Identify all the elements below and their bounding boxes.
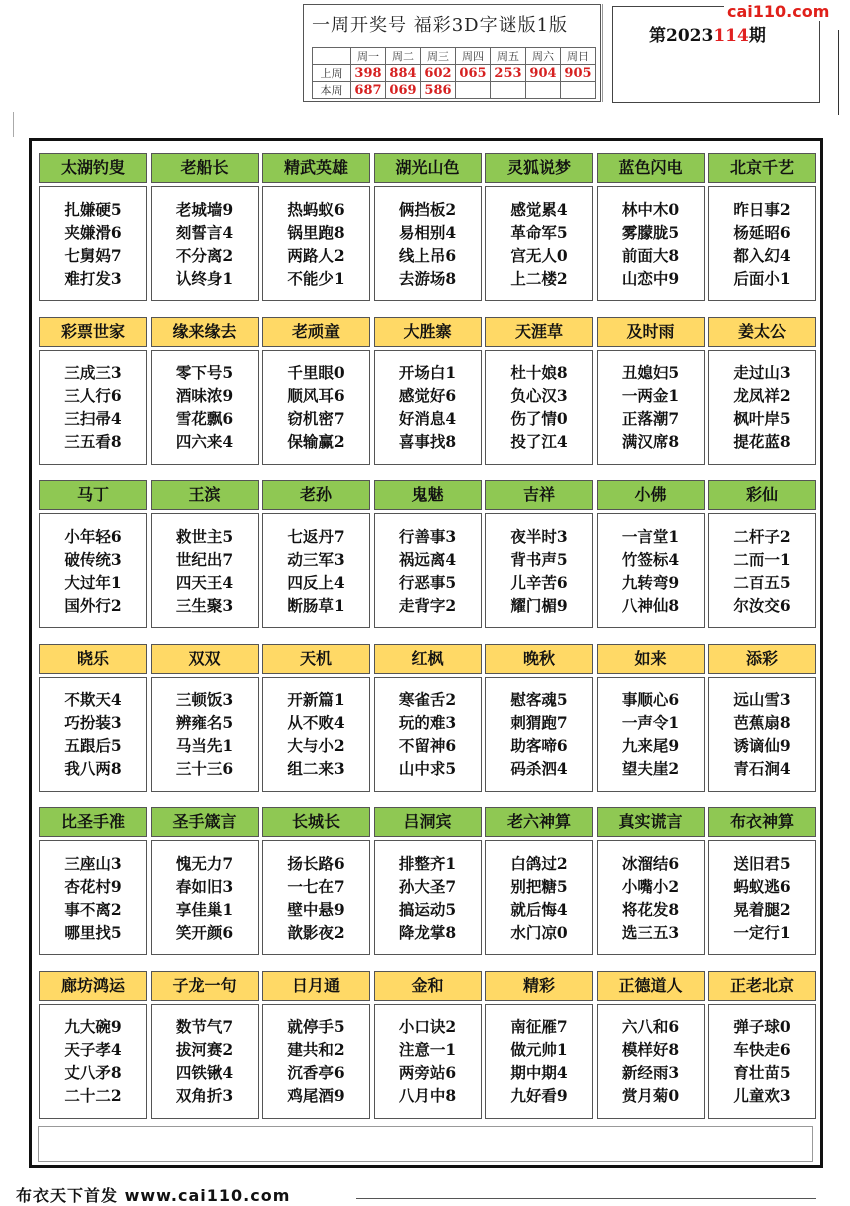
riddle-line: 一七在7 (287, 876, 345, 896)
panel-author-name: 缘来缘去 (151, 317, 259, 347)
panel-riddle-list (374, 513, 482, 628)
riddle-line: 二杆子2 (733, 526, 791, 546)
panel-author-name: 红枫 (374, 644, 482, 674)
day-header: 周五 (491, 48, 526, 65)
panel-author-name: 小佛 (597, 480, 705, 510)
riddle-line: 夜半时3 (510, 526, 568, 546)
panel-riddle-list (597, 677, 705, 792)
panel-riddle-list (39, 840, 147, 955)
riddle-line: 车快走6 (733, 1040, 791, 1059)
panel-author-name: 双双 (151, 644, 259, 674)
panel-author-name: 布衣神算 (708, 807, 816, 837)
panel-author-name: 吉祥 (485, 480, 593, 510)
riddle-line: 不留神6 (398, 736, 457, 755)
riddle-line: 救世主5 (175, 526, 234, 546)
panel-author-name: 老孙 (262, 480, 370, 510)
riddle-line: 断肠草1 (287, 595, 345, 615)
day-header: 周一 (351, 48, 386, 65)
panel-riddle-list (374, 350, 482, 465)
issue-number: 第2023114期 (649, 26, 766, 46)
riddle-line: 满汉席8 (621, 432, 680, 451)
riddle-line: 九来尾9 (621, 736, 680, 755)
riddle-line: 不分离2 (175, 245, 234, 265)
riddle-line: 七舅妈7 (64, 245, 122, 265)
panel-riddle-list (597, 1004, 705, 1119)
panel-author-name: 正德道人 (597, 971, 705, 1001)
riddle-line: 事不离2 (64, 899, 122, 919)
panel-author-name: 老顽童 (262, 317, 370, 347)
panel-author-name: 吕洞宾 (374, 807, 482, 837)
panel-author-name: 金和 (374, 971, 482, 1001)
riddle-line: 刺猬跑7 (510, 713, 568, 732)
panel-riddle-list (39, 513, 147, 628)
riddle-line: 四天王4 (175, 572, 234, 592)
panel-author-name: 添彩 (708, 644, 816, 674)
publisher-footer: 布衣天下首发 www.cai110.com (16, 1186, 291, 1205)
riddle-line: 大与小2 (287, 736, 345, 755)
riddle-line: 哪里找5 (64, 922, 122, 942)
blank-footer-strip (38, 1126, 813, 1162)
draw-results-table (312, 47, 596, 99)
riddle-line: 热蚂蚁6 (287, 199, 345, 219)
riddle-line: 巧扮装3 (64, 713, 122, 732)
riddle-line: 走背字2 (398, 595, 457, 615)
riddle-line: 辨雍名5 (175, 713, 234, 732)
panel-riddle-list (151, 677, 259, 792)
panel-author-name: 比圣手准 (39, 807, 147, 837)
riddle-line: 一声令1 (621, 713, 680, 732)
riddle-line: 走过山3 (733, 363, 791, 382)
riddle-line: 枫叶岸5 (733, 409, 791, 428)
panel-riddle-list (262, 186, 370, 301)
riddle-line: 诱谪仙9 (733, 736, 791, 755)
riddle-line: 提花蓝8 (733, 432, 791, 451)
riddle-line: 窃机密7 (287, 409, 345, 428)
riddle-line: 八月中8 (398, 1086, 457, 1105)
riddle-line: 难打发3 (64, 268, 122, 288)
day-header: 周二 (386, 48, 421, 65)
panel-author-name: 灵狐说梦 (485, 153, 593, 183)
riddle-line: 革命军5 (510, 222, 568, 242)
panel-riddle-list (374, 840, 482, 955)
riddle-line: 老城墙9 (175, 199, 234, 219)
panel-author-name: 天涯草 (485, 317, 593, 347)
day-header: 周六 (526, 48, 561, 65)
riddle-line: 刻誓言4 (175, 222, 234, 242)
riddle-line: 雾朦胧5 (621, 222, 680, 242)
riddle-line: 一言堂1 (621, 526, 680, 546)
row-label: 上周 (313, 65, 351, 82)
panel-riddle-list (485, 186, 593, 301)
riddle-line: 望夫崖2 (621, 759, 680, 778)
riddle-line: 六八和6 (621, 1017, 680, 1036)
riddle-line: 扬长路6 (287, 853, 345, 873)
panel-author-name: 蓝色闪电 (597, 153, 705, 183)
riddle-line: 模样好8 (621, 1040, 680, 1059)
draw-number: 586 (421, 82, 456, 99)
riddle-line: 水门凉0 (510, 922, 568, 942)
panel-riddle-list (151, 840, 259, 955)
this-week-row (313, 82, 596, 99)
panel-author-name: 鬼魅 (374, 480, 482, 510)
riddle-line: 建共和2 (287, 1040, 345, 1059)
riddle-line: 前面大8 (621, 245, 680, 265)
riddle-line: 丈八矛8 (64, 1063, 122, 1082)
riddle-line: 就后悔4 (510, 899, 568, 919)
draw-number: 069 (386, 82, 421, 99)
draw-number (456, 82, 491, 99)
riddle-line: 正落潮7 (621, 409, 680, 428)
riddle-line: 双角折3 (175, 1086, 234, 1105)
riddle-line: 慰客魂5 (510, 690, 568, 709)
riddle-line: 排整齐1 (398, 853, 457, 873)
riddle-line: 竹签标4 (621, 549, 680, 569)
riddle-line: 愧无力7 (175, 853, 234, 873)
riddle-line: 白鸽过2 (510, 853, 568, 873)
riddle-line: 寒雀舌2 (398, 690, 457, 709)
riddle-line: 五跟后5 (64, 736, 122, 755)
panel-author-name: 晓乐 (39, 644, 147, 674)
riddle-line: 晃着腿2 (733, 899, 791, 919)
panel-riddle-list (39, 677, 147, 792)
panel-riddle-list (262, 513, 370, 628)
riddle-line: 九好看9 (510, 1086, 568, 1105)
panel-author-name: 彩票世家 (39, 317, 147, 347)
riddle-line: 投了江4 (510, 432, 568, 451)
panel-riddle-list (485, 840, 593, 955)
riddle-line: 上二楼2 (510, 268, 568, 288)
riddle-line: 天子孝4 (64, 1040, 122, 1059)
riddle-line: 喜事找8 (398, 432, 457, 451)
weekly-results-box (303, 4, 601, 102)
riddle-line: 数节气7 (175, 1017, 234, 1036)
panel-riddle-list (708, 513, 816, 628)
panel-author-name: 廊坊鸿运 (39, 971, 147, 1001)
panel-riddle-list (262, 1004, 370, 1119)
riddle-line: 冰溜结6 (621, 853, 680, 873)
panel-author-name: 如来 (597, 644, 705, 674)
footer-rule (356, 1198, 816, 1199)
panel-riddle-list (597, 513, 705, 628)
panel-author-name: 晚秋 (485, 644, 593, 674)
riddle-line: 千里眼0 (287, 363, 345, 382)
riddle-line: 一定行1 (733, 922, 791, 942)
riddle-line: 后面小1 (733, 268, 791, 288)
row-label: 本周 (313, 82, 351, 99)
riddle-line: 行恶事5 (398, 572, 457, 592)
riddle-line: 小年轻6 (64, 526, 122, 546)
riddle-line: 大过年1 (64, 572, 122, 592)
panel-riddle-list (597, 186, 705, 301)
riddle-line: 俩挡板2 (398, 199, 457, 219)
riddle-line: 四反上4 (287, 572, 345, 592)
riddle-line: 享佳巢1 (175, 899, 234, 919)
draw-number: 687 (351, 82, 386, 99)
panel-author-name: 精彩 (485, 971, 593, 1001)
riddle-line: 码杀泗4 (510, 759, 568, 778)
riddle-line: 杜十娘8 (510, 363, 568, 382)
riddle-line: 认终身1 (175, 268, 234, 288)
riddle-line: 零下号5 (175, 363, 234, 382)
riddle-line: 四六来4 (175, 432, 234, 451)
panel-riddle-list (262, 840, 370, 955)
riddle-line: 杏花村9 (64, 876, 122, 896)
riddle-line: 夹嫌滑6 (64, 222, 122, 242)
margin-mark (0, 112, 14, 137)
panel-author-name: 太湖钓叟 (39, 153, 147, 183)
panel-riddle-list (151, 350, 259, 465)
riddle-line: 壁中悬9 (287, 899, 345, 919)
riddle-line: 好消息4 (398, 409, 457, 428)
riddle-line: 拔河赛2 (175, 1040, 234, 1059)
riddle-line: 三成三3 (64, 363, 122, 382)
panel-riddle-list (708, 677, 816, 792)
riddle-line: 我八两8 (64, 759, 122, 778)
riddle-line: 三顿饭3 (175, 690, 234, 709)
panel-author-name: 王滨 (151, 480, 259, 510)
riddle-line: 儿辛苦6 (510, 572, 568, 592)
panel-author-name: 天机 (262, 644, 370, 674)
panel-author-name: 老船长 (151, 153, 259, 183)
riddle-line: 顺风耳6 (287, 386, 345, 405)
panel-author-name: 圣手箴言 (151, 807, 259, 837)
riddle-line: 九转弯9 (621, 572, 680, 592)
panel-author-name: 老六神算 (485, 807, 593, 837)
riddle-line: 祸远离4 (398, 549, 457, 569)
riddle-line: 尔汝交6 (733, 595, 791, 615)
riddle-line: 期中期4 (510, 1063, 568, 1082)
riddle-line: 做元帅1 (510, 1040, 568, 1059)
header-divider (602, 4, 607, 102)
riddle-line: 送旧君5 (733, 853, 791, 873)
riddle-line: 两路人2 (287, 245, 345, 265)
riddle-line: 歆影夜2 (287, 922, 345, 942)
riddle-line: 开场白1 (398, 363, 457, 382)
panel-riddle-list (597, 350, 705, 465)
panel-riddle-list (374, 677, 482, 792)
draw-number: 398 (351, 65, 386, 82)
riddle-line: 别把糖5 (510, 876, 568, 896)
riddle-line: 三人行6 (64, 386, 122, 405)
riddle-line: 世纪出7 (175, 549, 234, 569)
riddle-line: 都入幻4 (733, 245, 791, 265)
last-week-row (313, 65, 596, 82)
riddle-line: 山中求5 (398, 759, 457, 778)
riddle-line: 两旁站6 (398, 1063, 457, 1082)
draw-number: 253 (491, 65, 526, 82)
riddle-line: 育壮苗5 (733, 1063, 791, 1082)
header-right-rule (838, 30, 839, 115)
riddle-line: 丑媳妇5 (621, 363, 680, 382)
riddle-line: 注意一1 (398, 1040, 457, 1059)
riddle-line: 三扫帚4 (64, 409, 122, 428)
riddle-line: 孙大圣7 (398, 876, 457, 896)
riddle-line: 南征雁7 (510, 1017, 568, 1036)
draw-number (526, 82, 561, 99)
riddle-line: 二而一1 (733, 549, 791, 569)
riddle-line: 就停手5 (287, 1017, 345, 1036)
riddle-line: 杨延昭6 (733, 222, 791, 242)
riddle-line: 三十三6 (175, 759, 234, 778)
riddle-line: 鸡尾酒9 (287, 1086, 345, 1105)
riddle-line: 芭蕉扇8 (733, 713, 791, 732)
riddle-line: 行善事3 (398, 526, 457, 546)
panel-riddle-list (597, 840, 705, 955)
riddle-line: 组二来3 (287, 759, 345, 778)
riddle-line: 四铁锹4 (175, 1063, 234, 1082)
riddle-line: 感觉好6 (398, 386, 457, 405)
riddle-line: 七返丹7 (287, 526, 345, 546)
panel-author-name: 姜太公 (708, 317, 816, 347)
riddle-line: 马当先1 (175, 736, 234, 755)
riddle-line: 青石涧4 (733, 759, 791, 778)
riddle-line: 去游场8 (398, 268, 457, 288)
panel-riddle-list (485, 1004, 593, 1119)
panel-riddle-list (39, 186, 147, 301)
riddle-line: 动三军3 (287, 549, 345, 569)
riddle-line: 搞运动5 (398, 899, 457, 919)
panel-author-name: 日月通 (262, 971, 370, 1001)
riddle-line: 将花发8 (621, 899, 680, 919)
panel-author-name: 正老北京 (708, 971, 816, 1001)
riddle-line: 龙凤祥2 (733, 386, 791, 405)
riddle-line: 易相别4 (398, 222, 457, 242)
riddle-line: 背书声5 (510, 549, 568, 569)
riddle-line: 山恋中9 (621, 268, 680, 288)
riddle-line: 笑开颜6 (175, 922, 234, 942)
panel-author-name: 大胜寨 (374, 317, 482, 347)
riddle-line: 不欺天4 (64, 690, 122, 709)
riddle-line: 春如旧3 (175, 876, 234, 896)
panel-author-name: 子龙一句 (151, 971, 259, 1001)
riddle-line: 选三五3 (621, 922, 680, 942)
results-title: 一周开奖号 福彩3D字谜版1版 (312, 15, 569, 36)
draw-number: 904 (526, 65, 561, 82)
riddle-line: 国外行2 (64, 595, 122, 615)
riddle-line: 小嘴小2 (621, 876, 680, 896)
panel-riddle-list (708, 1004, 816, 1119)
riddle-line: 沉香亭6 (287, 1063, 345, 1082)
panel-riddle-list (39, 350, 147, 465)
riddle-line: 八神仙8 (621, 595, 680, 615)
panel-riddle-list (485, 513, 593, 628)
panel-author-name: 彩仙 (708, 480, 816, 510)
draw-number: 065 (456, 65, 491, 82)
site-watermark: cai110.com (724, 2, 832, 21)
panel-riddle-list (262, 677, 370, 792)
draw-number: 602 (421, 65, 456, 82)
draw-number (491, 82, 526, 99)
riddle-line: 不能少1 (287, 268, 345, 288)
riddle-line: 林中木0 (621, 199, 680, 219)
riddle-line: 感觉累4 (510, 199, 568, 219)
panel-riddle-list (708, 840, 816, 955)
riddle-line: 扎嫌硬5 (64, 199, 122, 219)
panel-author-name: 及时雨 (597, 317, 705, 347)
panel-author-name: 马丁 (39, 480, 147, 510)
riddle-line: 宫无人0 (510, 245, 568, 265)
panel-riddle-list (374, 186, 482, 301)
panel-riddle-list (708, 186, 816, 301)
riddle-line: 新经雨3 (621, 1063, 680, 1082)
riddle-line: 酒味浓9 (175, 386, 234, 405)
draw-number (561, 82, 596, 99)
panel-riddle-list (39, 1004, 147, 1119)
riddle-line: 负心汉3 (510, 386, 568, 405)
riddle-line: 一两金1 (621, 386, 680, 405)
riddle-line: 二十二2 (64, 1086, 122, 1105)
riddle-line: 耀门楣9 (510, 595, 568, 615)
riddle-line: 事顺心6 (621, 690, 680, 709)
riddle-line: 破传统3 (64, 549, 122, 569)
draw-number: 884 (386, 65, 421, 82)
riddle-line: 儿童欢3 (733, 1086, 791, 1105)
riddle-line: 玩的难3 (398, 713, 457, 732)
riddle-line: 线上吊6 (398, 245, 457, 265)
riddle-line: 赏月菊0 (621, 1086, 680, 1105)
draw-number: 905 (561, 65, 596, 82)
riddle-line: 二百五5 (733, 572, 791, 592)
riddle-line: 保输赢2 (287, 432, 345, 451)
riddle-line: 远山雪3 (733, 690, 791, 709)
panel-author-name: 长城长 (262, 807, 370, 837)
riddle-line: 三五看8 (64, 432, 122, 451)
days-row (313, 48, 596, 65)
day-header: 周三 (421, 48, 456, 65)
panel-riddle-list (485, 677, 593, 792)
riddle-line: 小口诀2 (398, 1017, 457, 1036)
panel-riddle-list (262, 350, 370, 465)
panel-riddle-list (151, 513, 259, 628)
panel-author-name: 精武英雄 (262, 153, 370, 183)
puzzle-grid (29, 138, 823, 1168)
riddle-line: 昨日事2 (733, 199, 791, 219)
riddle-line: 九大碗9 (64, 1017, 122, 1036)
day-header: 周日 (561, 48, 596, 65)
panel-riddle-list (485, 350, 593, 465)
riddle-line: 开新篇1 (287, 690, 345, 709)
panel-author-name: 真实谎言 (597, 807, 705, 837)
riddle-line: 雪花飘6 (175, 409, 234, 428)
panel-riddle-list (708, 350, 816, 465)
riddle-line: 锅里跑8 (287, 222, 345, 242)
panel-riddle-list (374, 1004, 482, 1119)
riddle-line: 三生聚3 (175, 595, 234, 615)
riddle-line: 助客啼6 (510, 736, 568, 755)
panel-author-name: 北京千艺 (708, 153, 816, 183)
panel-riddle-list (151, 186, 259, 301)
riddle-line: 伤了情0 (510, 409, 568, 428)
riddle-line: 降龙掌8 (398, 922, 457, 942)
riddle-line: 三座山3 (64, 853, 122, 873)
panel-author-name: 湖光山色 (374, 153, 482, 183)
riddle-line: 蚂蚁逃6 (733, 876, 791, 896)
panel-riddle-list (151, 1004, 259, 1119)
riddle-line: 从不败4 (287, 713, 345, 732)
riddle-line: 弹子球0 (733, 1017, 791, 1036)
day-header: 周四 (456, 48, 491, 65)
